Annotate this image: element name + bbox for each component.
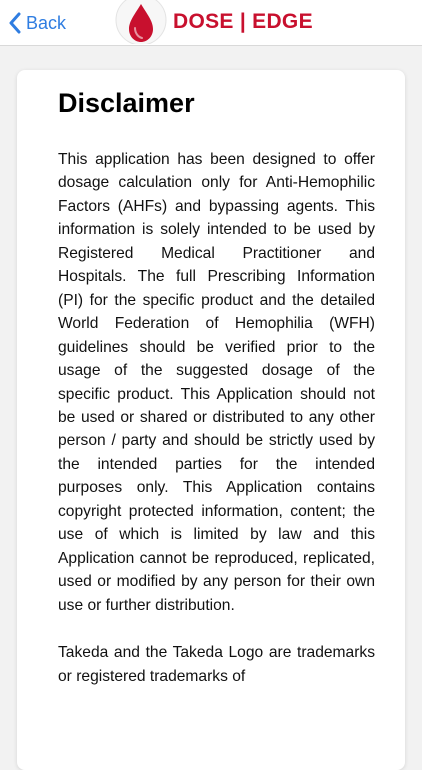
disclaimer-paragraph: This application has been designed to offer dosage calculation only for Anti-Hemophilic Factors (AHFs) and bypassing agents. This information is solely intended to be used by Registered Medical Practitioner and Hospitals. The full Prescribing Information (PI) for the specific product and the detailed World Federation of Hemophilia (WFH) guidelines should be verified prior to the usage of the suggested dosage of the specific product. This Application should not be used or shared or distributed to any other person / party and should be strictly used by the intended parties for the intended purposes only. This Application contains copyright protected information, content; the use of which is limited by law and this Application cannot be reproduced, replicated, used or modified by any person for their own use or further distribution. <box>58 151 375 614</box>
page-title: Disclaimer <box>58 88 195 118</box>
trademark-paragraph: Takeda and the Takeda Logo are trademarks or registered trademarks of <box>58 644 375 685</box>
disclaimer-text <box>58 148 375 712</box>
blood-drop-icon <box>115 0 167 44</box>
app-logo <box>115 0 313 44</box>
back-button[interactable] <box>8 9 66 37</box>
disclaimer-card <box>17 70 405 770</box>
back-label: Back <box>26 12 67 33</box>
chevron-left-icon <box>8 12 22 34</box>
logo-wordmark: DOSE | EDGE <box>173 10 313 33</box>
navigation-bar <box>0 0 422 46</box>
